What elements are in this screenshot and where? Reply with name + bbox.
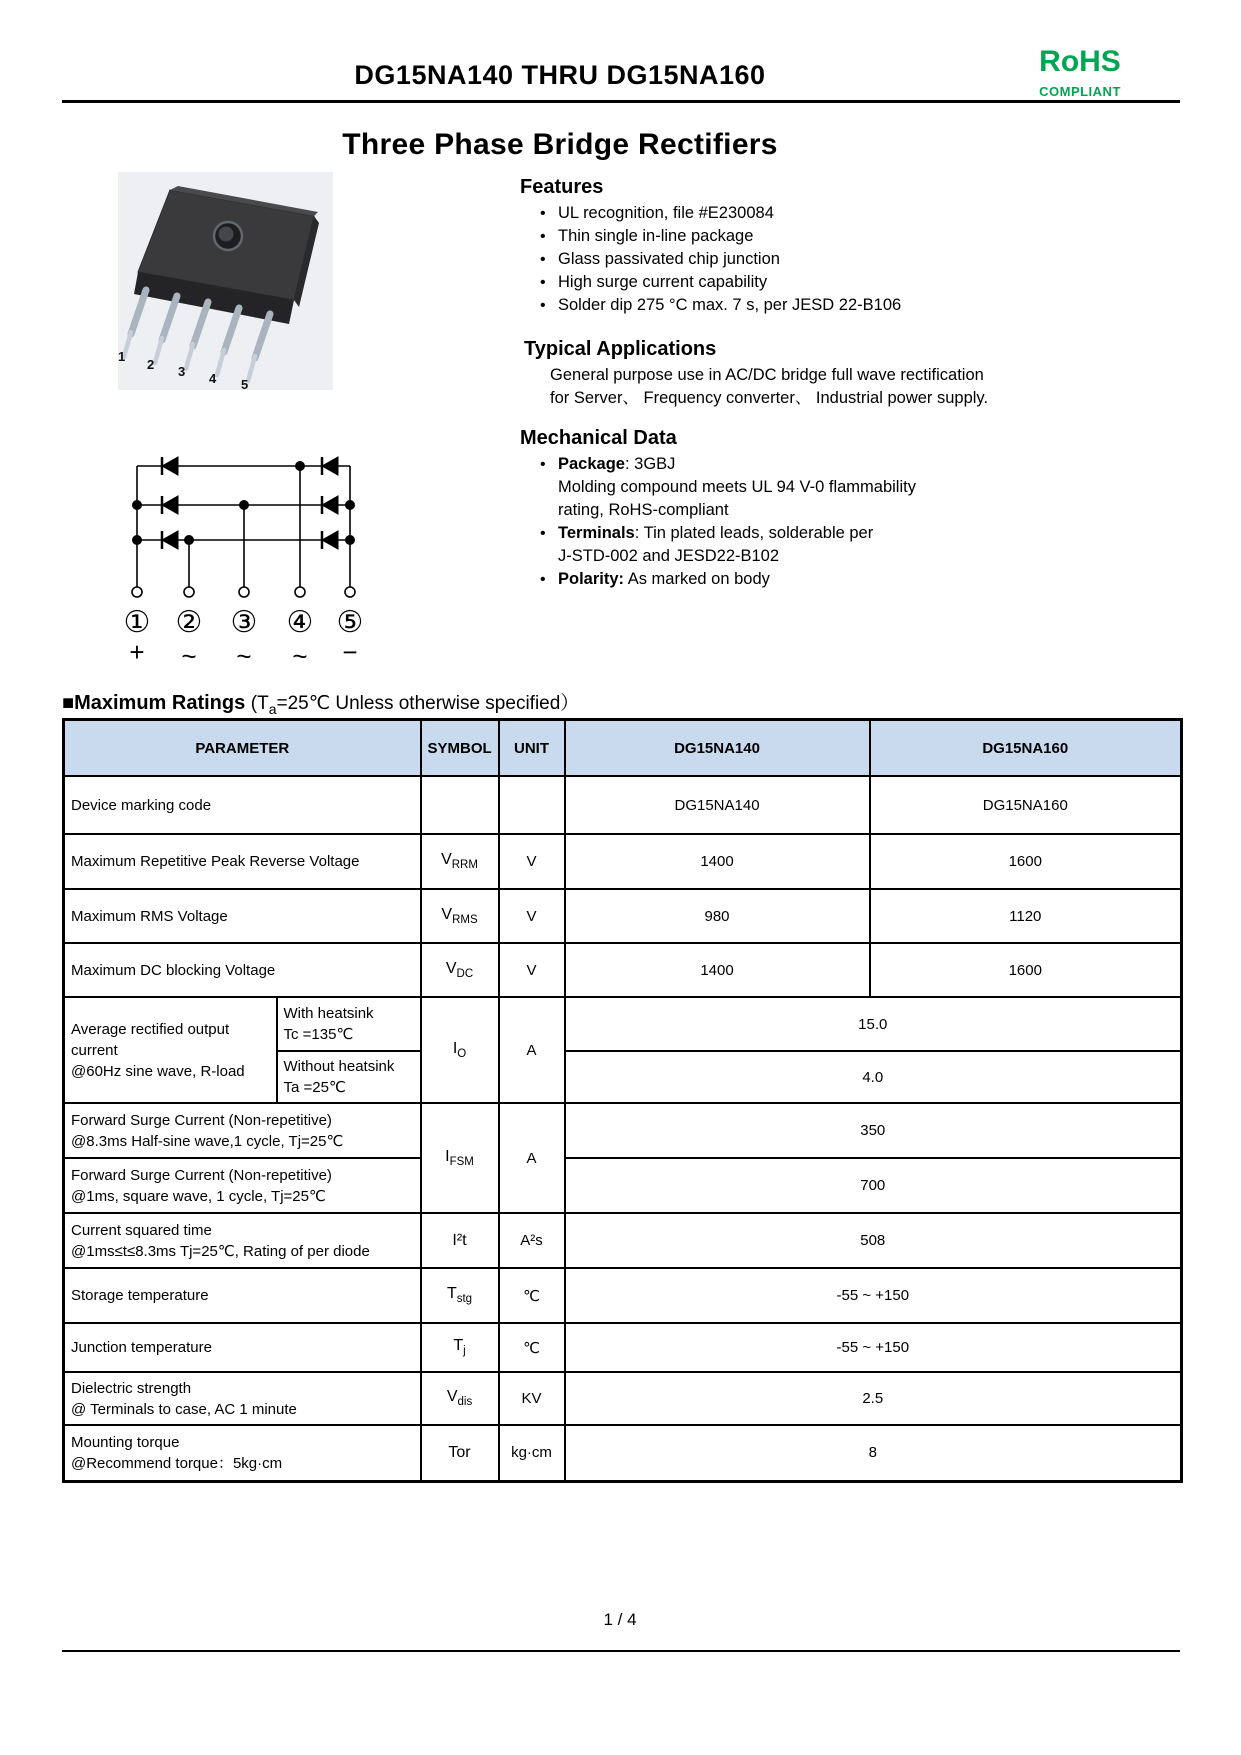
part-range-title: DG15NA140 THRU DG15NA160 [354, 60, 766, 90]
table-header-row [64, 720, 1182, 777]
pin-number-2: ② [175, 606, 203, 639]
photo-lead-label-2: 2 [147, 357, 155, 372]
photo-lead-label-3: 3 [178, 364, 186, 379]
col-header-dg15na140: DG15NA140 [565, 720, 870, 777]
symbol-cell: $V_{DC}$ [421, 943, 499, 997]
pin-function-5: − [342, 637, 358, 667]
rohs-compliant-label: COMPLIANT [1039, 84, 1121, 99]
max-ratings-heading-bold: ■Maximum Ratings [62, 692, 251, 714]
unit-cell: V [499, 943, 565, 997]
param-vrrm: Maximum Repetitive Peak Reverse Voltage [64, 834, 421, 889]
table-row [64, 1372, 1182, 1425]
condition-without-heatsink: Without heatsink Ta =25℃ [277, 1051, 421, 1103]
photo-lead-label-1: 1 [118, 349, 126, 364]
unit-cell: V [499, 834, 565, 889]
value-160: 1600 [870, 834, 1182, 889]
unit-cell: V [499, 889, 565, 943]
value-io-no-heatsink: 4.0 [565, 1051, 1182, 1103]
table-row [64, 889, 1182, 943]
table-row [64, 1425, 1182, 1481]
applications-line: General purpose use in AC/DC bridge full wave rectification [550, 366, 984, 384]
value-140: 1400 [565, 943, 870, 997]
value-160: 1600 [870, 943, 1182, 997]
unit-cell: A [499, 997, 565, 1103]
mechanical-item-line: rating, RoHS-compliant [558, 501, 729, 519]
table-row [64, 1323, 1182, 1372]
symbol-cell: Tor [421, 1425, 499, 1481]
condition-with-heatsink: With heatsink Tc =135℃ [277, 997, 421, 1051]
unit-cell: A [499, 1103, 565, 1213]
table-row [64, 1103, 1182, 1158]
symbol-cell: $V_{RMS}$ [421, 889, 499, 943]
unit-cell: ℃ [499, 1323, 565, 1372]
mechanical-heading: Mechanical Data [520, 427, 677, 449]
value-vdis: 2.5 [565, 1372, 1182, 1425]
pin-function-1: + [129, 637, 145, 667]
symbol-cell: $I_{FSM}$ [421, 1103, 499, 1213]
value-io-heatsink: 15.0 [565, 997, 1182, 1051]
features-heading: Features [520, 176, 604, 198]
pin-function-4: ~ [292, 641, 308, 671]
page-number: 1 / 4 [603, 1610, 637, 1629]
symbol-cell: $T_{stg}$ [421, 1268, 499, 1323]
param-tstg: Storage temperature [64, 1268, 421, 1323]
applications-heading: Typical Applications [524, 338, 717, 360]
table-row [64, 1158, 1182, 1213]
value-160: DG15NA160 [870, 776, 1182, 834]
mechanical-item-label: Package [558, 455, 625, 473]
feature-item: • Glass passivated chip junction [540, 248, 1120, 271]
pin-function-3: ~ [236, 641, 252, 671]
max-ratings-heading-post: =25℃ Unless otherwise specified） [276, 693, 580, 714]
package-photo-drawing [118, 172, 333, 390]
col-header-symbol: SYMBOL [421, 720, 499, 777]
param-tor: Mounting torque @Recommend torque：5kg·cm [64, 1425, 421, 1481]
mechanical-item [540, 568, 1140, 591]
pin-number-4: ④ [286, 606, 314, 639]
mechanical-item-label: Polarity: [558, 570, 625, 588]
photo-lead-label-4: 4 [209, 371, 217, 386]
applications-body [550, 364, 1150, 410]
symbol-cell: $I_O$ [421, 997, 499, 1103]
mechanical-item-line: J-STD-002 and JESD22-B102 [558, 547, 780, 565]
table-row [64, 1268, 1182, 1323]
feature-item: • UL recognition, file #E230084 [540, 202, 1120, 225]
param-vdis: Dielectric strength @ Terminals to case, AC 1 minute [64, 1372, 421, 1425]
symbol-cell: I²t [421, 1213, 499, 1268]
param-tj: Junction temperature [64, 1323, 421, 1372]
mechanical-item-text: As marked on body [624, 570, 770, 588]
pin-number-3: ③ [230, 606, 258, 639]
param-io: Average rectified output current @60Hz sine wave, R-load [64, 997, 277, 1103]
param-ifsm-square: Forward Surge Current (Non-repetitive) @1ms, square wave, 1 cycle, Tj=25℃ [64, 1158, 421, 1213]
unit-cell: kg·cm [499, 1425, 565, 1481]
param-ifsm-halfsine: Forward Surge Current (Non-repetitive) @8.3ms Half-sine wave,1 cycle, Tj=25℃ [64, 1103, 421, 1158]
package-photo [118, 172, 333, 390]
footer-divider [62, 1650, 1180, 1652]
symbol-cell [421, 776, 499, 834]
value-140: DG15NA140 [565, 776, 870, 834]
mechanical-item [540, 522, 1140, 545]
param-vdc: Maximum DC blocking Voltage [64, 943, 421, 997]
table-row [64, 997, 1182, 1051]
page-title: Three Phase Bridge Rectifiers [342, 128, 778, 161]
bridge-schematic [110, 447, 380, 600]
mechanical-item-text: : Tin plated leads, solderable per [634, 524, 874, 542]
mechanical-item-line: Molding compound meets UL 94 V-0 flammability [558, 478, 916, 496]
value-140: 1400 [565, 834, 870, 889]
value-i2t: 508 [565, 1213, 1182, 1268]
symbol-cell: $T_j$ [421, 1323, 499, 1372]
features-list [540, 202, 1120, 317]
mechanical-item [540, 453, 1140, 476]
table-row [64, 834, 1182, 889]
value-160: 1120 [870, 889, 1182, 943]
param-i2t: Current squared time @1ms≤t≤8.3ms Tj=25℃, Rating of per diode [64, 1213, 421, 1268]
table-row [64, 1213, 1182, 1268]
photo-lead-label-5: 5 [241, 377, 249, 390]
param-vrms: Maximum RMS Voltage [64, 889, 421, 943]
value-140: 980 [565, 889, 870, 943]
mechanical-list [540, 453, 1140, 591]
unit-cell: KV [499, 1372, 565, 1425]
header-divider [62, 100, 1180, 103]
unit-cell: A²s [499, 1213, 565, 1268]
param-device-marking: Device marking code [64, 776, 421, 834]
pin-function-2: ~ [181, 641, 197, 671]
pin-number-5: ⑤ [336, 606, 364, 639]
max-ratings-heading-sub: a [268, 700, 277, 717]
pin-number-1: ① [123, 606, 151, 639]
value-ifsm-square: 700 [565, 1158, 1182, 1213]
max-ratings-heading [62, 688, 579, 717]
feature-item: • High surge current capability [540, 271, 1120, 294]
value-tstg: -55 ~ +150 [565, 1268, 1182, 1323]
mechanical-item-text: : 3GBJ [624, 455, 676, 473]
rohs-logo: RoHS [1039, 45, 1121, 78]
col-header-dg15na160: DG15NA160 [870, 720, 1182, 777]
max-ratings-table [62, 718, 1183, 1483]
table-row [64, 943, 1182, 997]
max-ratings-heading-pre: (T [250, 693, 269, 714]
value-tj: -55 ~ +150 [565, 1323, 1182, 1372]
col-header-parameter: PARAMETER [64, 720, 421, 777]
value-ifsm-halfsine: 350 [565, 1103, 1182, 1158]
symbol-cell: $V_{dis}$ [421, 1372, 499, 1425]
bridge-schematic-drawing [110, 447, 380, 600]
applications-line: for Server、 Frequency converter、 Industrial power supply. [550, 389, 989, 407]
unit-cell: ℃ [499, 1268, 565, 1323]
value-tor: 8 [565, 1425, 1182, 1481]
unit-cell [499, 776, 565, 834]
table-row [64, 776, 1182, 834]
symbol-cell: $V_{RRM}$ [421, 834, 499, 889]
feature-item: • Thin single in-line package [540, 225, 1120, 248]
mechanical-item-label: Terminals [558, 524, 635, 542]
feature-item: • Solder dip 275 °C max. 7 s, per JESD 22-B106 [540, 294, 1120, 317]
col-header-unit: UNIT [499, 720, 565, 777]
